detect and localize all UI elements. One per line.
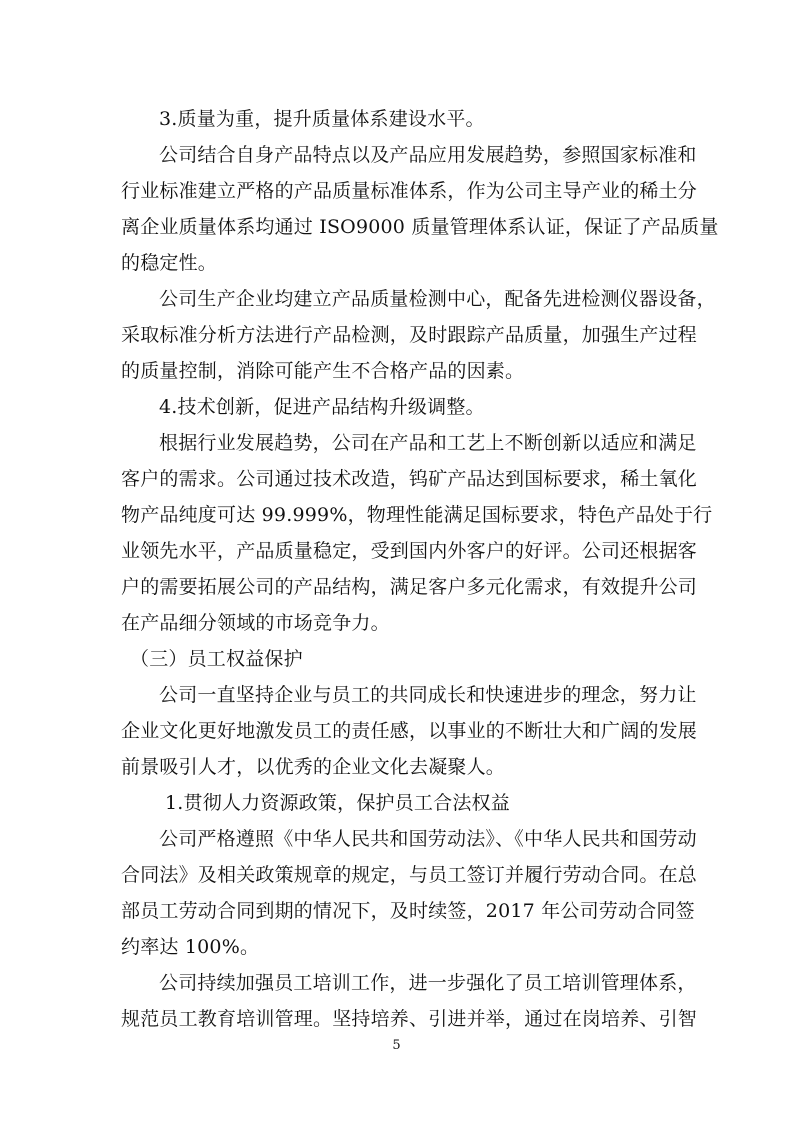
paragraph-line: 前景吸引人才，以优秀的企业文化去凝聚人。 bbox=[121, 756, 506, 778]
section-heading-hr-policy: 1.贯彻人力资源政策，保护员工合法权益 bbox=[165, 792, 510, 814]
paragraph-line: 合同法》及相关政策规章的规定，与员工签订并履行劳动合同。在总 bbox=[121, 864, 698, 886]
paragraph-line: 公司一直坚持企业与员工的共同成长和快速进步的理念，努力让 bbox=[159, 684, 697, 706]
paragraph-line: 离企业质量体系均通过 ISO9000 质量管理体系认证，保证了产品质量 bbox=[121, 216, 719, 238]
paragraph-line: 行业标准建立严格的产品质量标准体系，作为公司主导产业的稀土分 bbox=[121, 180, 698, 202]
paragraph-line: 公司严格遵照《中华人民共和国劳动法》、《中华人民共和国劳动 bbox=[159, 828, 697, 850]
page-number: 5 bbox=[392, 1038, 401, 1053]
section-heading-employee-rights: （三）员工权益保护 bbox=[130, 648, 303, 670]
paragraph-line: 公司持续加强员工培训工作，进一步强化了员工培训管理体系， bbox=[159, 972, 697, 994]
paragraph-line: 企业文化更好地激发员工的责任感，以事业的不断壮大和广阔的发展 bbox=[121, 720, 698, 742]
section-heading-innovation: 4.技术创新，促进产品结构升级调整。 bbox=[159, 396, 485, 418]
paragraph-line: 部员工劳动合同到期的情况下，及时续签，2017 年公司劳动合同签 bbox=[121, 900, 695, 922]
paragraph-line: 采取标准分析方法进行产品检测，及时跟踪产品质量，加强生产过程 bbox=[121, 324, 698, 346]
paragraph-line: 约率达 100%。 bbox=[121, 936, 260, 958]
paragraph-line: 公司结合自身产品特点以及产品应用发展趋势，参照国家标准和 bbox=[159, 144, 697, 166]
paragraph-line: 在产品细分领域的市场竞争力。 bbox=[121, 612, 390, 634]
paragraph-line: 公司生产企业均建立产品质量检测中心，配备先进检测仪器设备， bbox=[159, 288, 716, 310]
paragraph-line: 户的需要拓展公司的产品结构，满足客户多元化需求，有效提升公司 bbox=[121, 576, 698, 598]
section-heading-quality: 3.质量为重，提升质量体系建设水平。 bbox=[159, 108, 485, 130]
paragraph-line: 业领先水平，产品质量稳定，受到国内外客户的好评。公司还根据客 bbox=[121, 540, 698, 562]
paragraph-line: 根据行业发展趋势，公司在产品和工艺上不断创新以适应和满足 bbox=[159, 432, 697, 454]
paragraph-line: 的稳定性。 bbox=[121, 252, 218, 274]
paragraph-line: 规范员工教育培训管理。坚持培养、引进并举，通过在岗培养、引智 bbox=[121, 1008, 698, 1030]
paragraph-line: 物产品纯度可达 99.999%，物理性能满足国标要求，特色产品处于行 bbox=[121, 504, 713, 526]
paragraph-line: 客户的需求。公司通过技术改造，钨矿产品达到国标要求，稀土氧化 bbox=[121, 468, 698, 490]
paragraph-line: 的质量控制，消除可能产生不合格产品的因素。 bbox=[121, 360, 525, 382]
